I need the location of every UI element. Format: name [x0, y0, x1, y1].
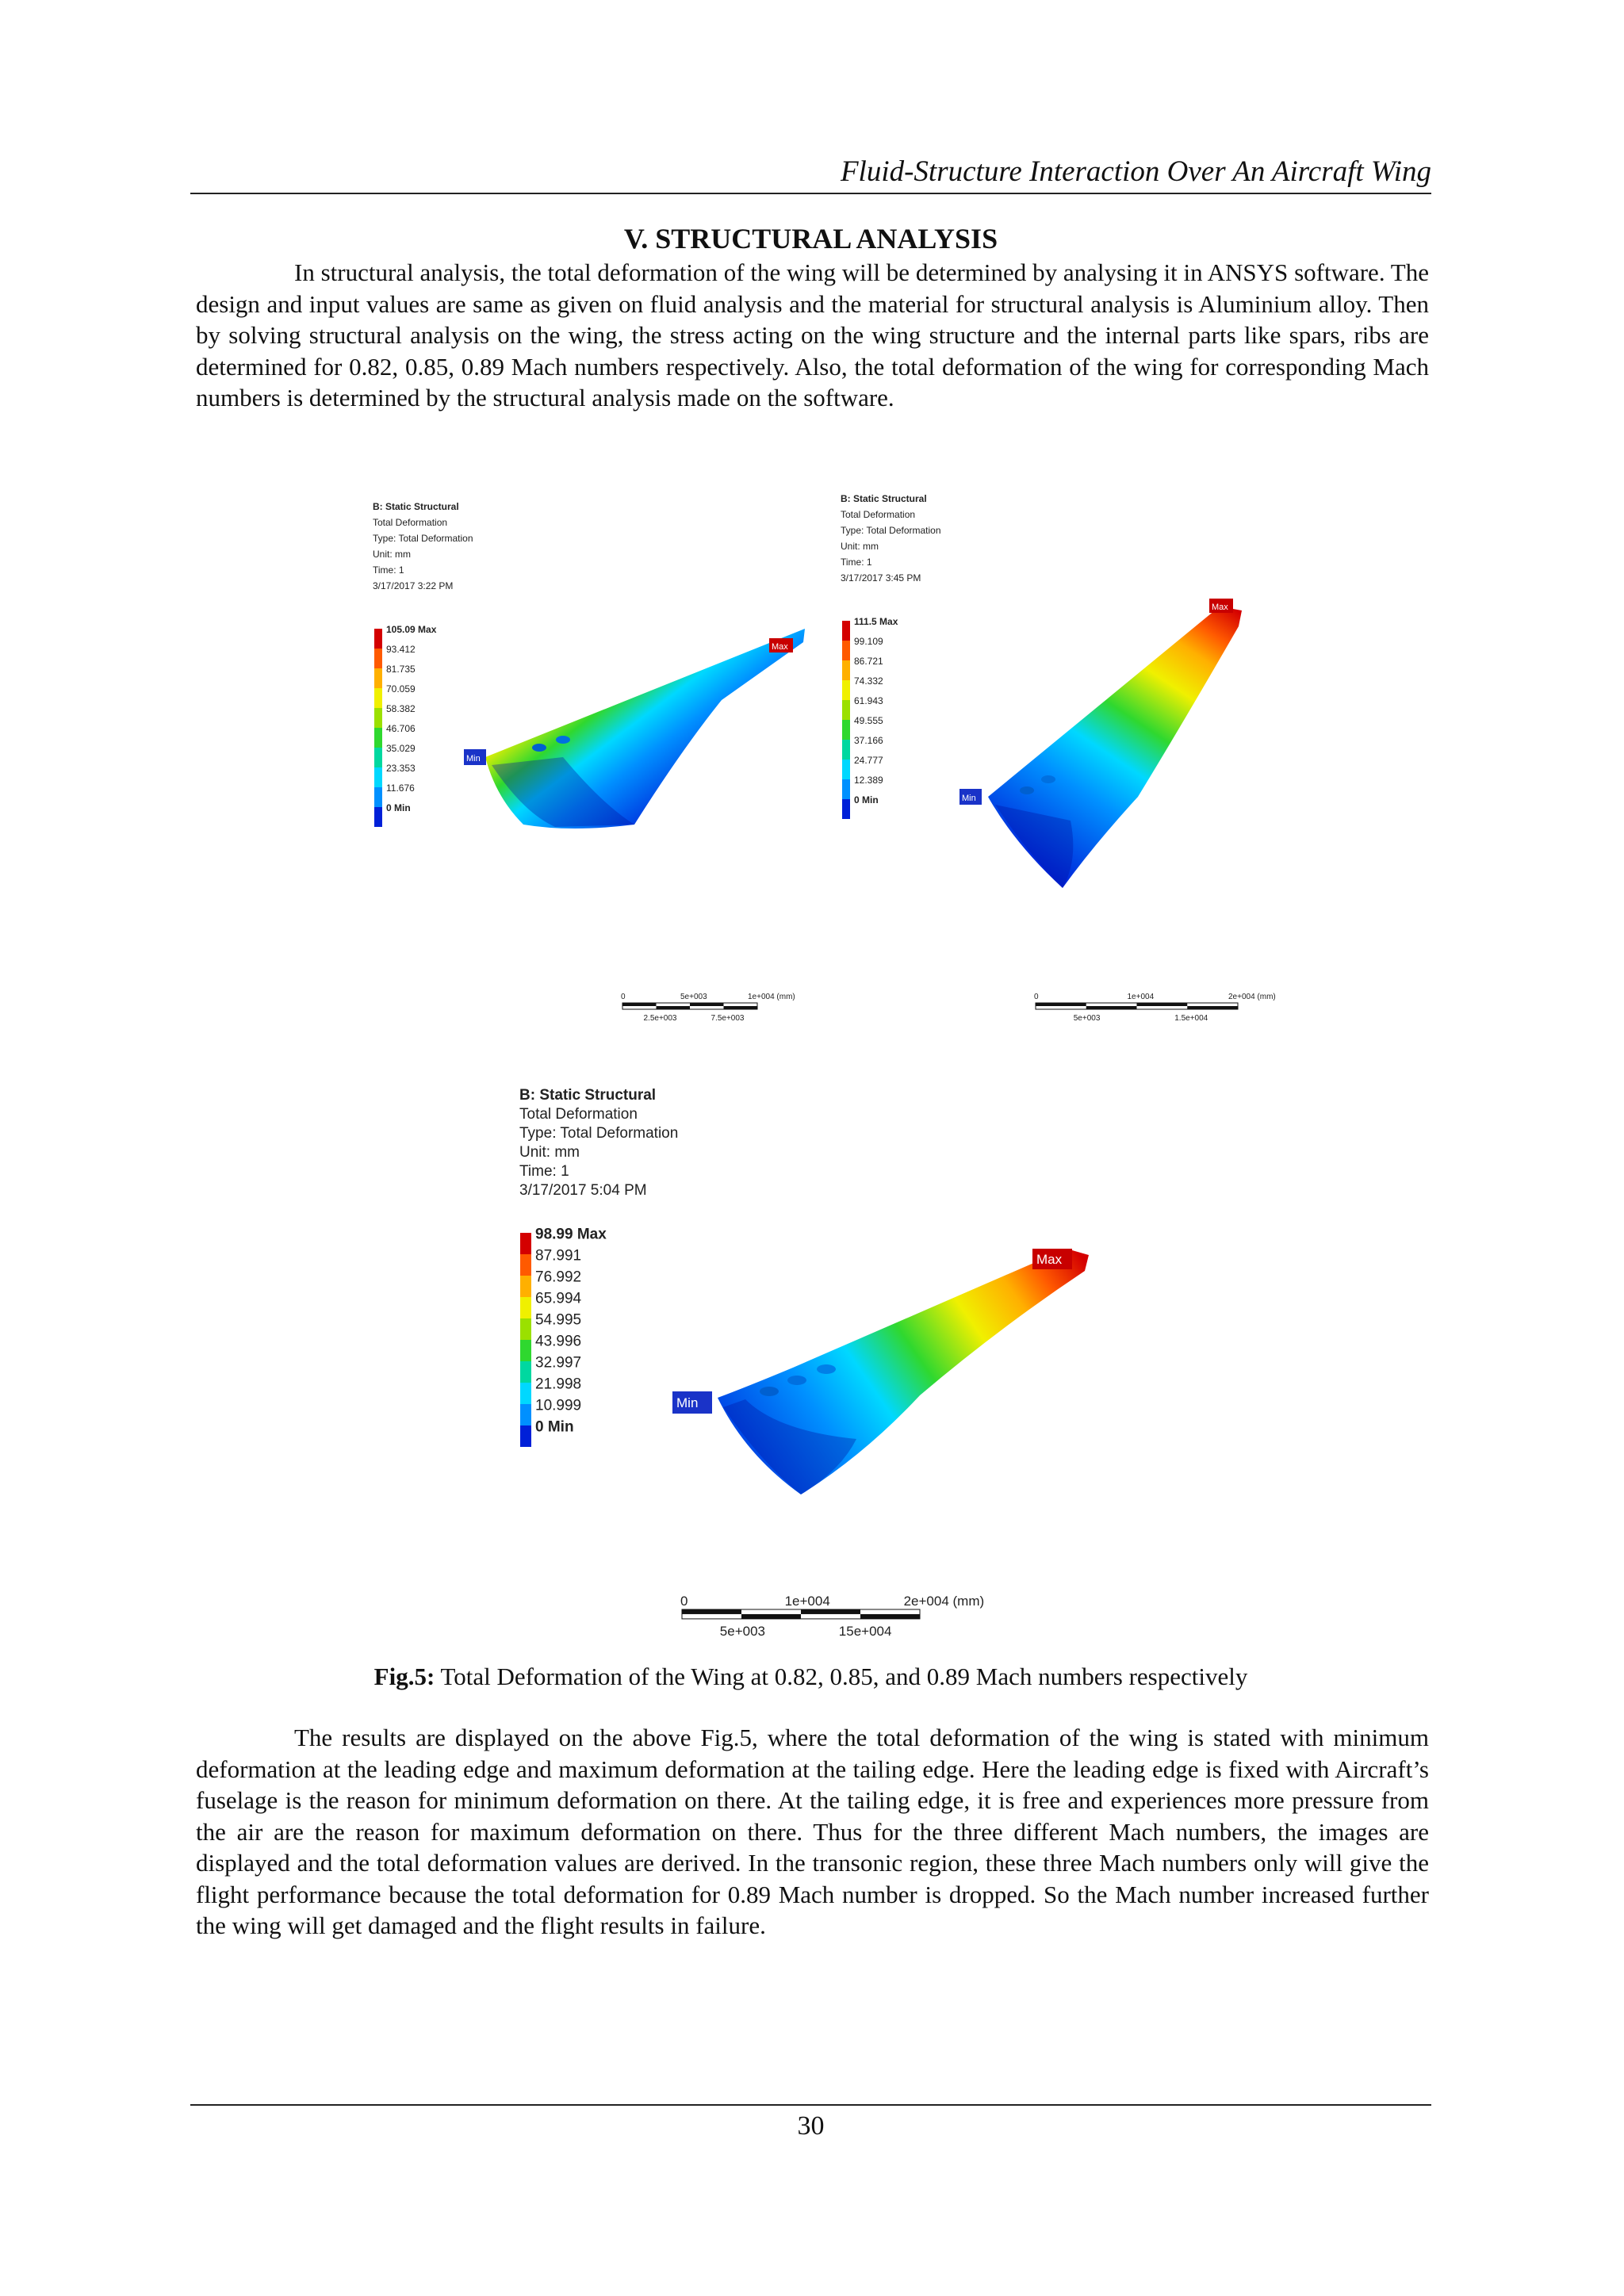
scale-label-top: 1e+004	[1127, 993, 1155, 1001]
header-block	[373, 501, 473, 591]
scale-segment	[801, 1609, 860, 1614]
legend-color-band	[842, 641, 850, 660]
scale-label-top: 0	[621, 993, 626, 1001]
deformation-figure-2-svg	[833, 488, 1324, 1050]
paragraph-intro	[196, 257, 1429, 414]
scale-segment	[724, 1006, 758, 1009]
header-line: Total Deformation	[519, 1106, 638, 1123]
legend-color-band	[374, 728, 382, 748]
rib-hole	[1041, 775, 1055, 783]
scale-segment	[860, 1614, 920, 1619]
scale-label-top: 0	[1034, 993, 1039, 1001]
rib-hole	[787, 1376, 806, 1385]
header-line: Type: Total Deformation	[373, 533, 473, 544]
header-block	[519, 1087, 678, 1199]
caption-label: Fig.5:	[373, 1663, 435, 1690]
max-tag: Max	[772, 642, 788, 652]
legend-label: 58.382	[386, 702, 416, 714]
rib-hole	[817, 1364, 836, 1374]
legend-label: 21.998	[535, 1376, 582, 1393]
header-line: Unit: mm	[373, 549, 411, 560]
scale-segment	[622, 1003, 657, 1006]
scale-segment	[1187, 1006, 1238, 1009]
header-line: B: Static Structural	[841, 493, 927, 504]
header-line: B: Static Structural	[519, 1087, 657, 1104]
legend-label: 99.109	[854, 635, 883, 647]
legend-color-band	[842, 760, 850, 779]
scale-label-top: 1e+004 (mm)	[748, 993, 795, 1001]
legend-color-band	[842, 799, 850, 819]
header-line: 3/17/2017 3:22 PM	[373, 580, 454, 591]
header-line: Total Deformation	[841, 509, 916, 520]
legend-color-band	[374, 767, 382, 787]
legend-label: 0 Min	[386, 802, 411, 813]
scale-label-top: 2e+004 (mm)	[903, 1594, 985, 1609]
legend-color-band	[374, 688, 382, 708]
scale-bar	[1034, 993, 1276, 1023]
legend	[842, 616, 898, 819]
legend-color-band	[842, 660, 850, 680]
legend-color-band	[520, 1361, 531, 1383]
legend-color-band	[520, 1318, 531, 1340]
scale-label-bottom: 5e+003	[719, 1623, 766, 1639]
scale-bar	[621, 993, 795, 1023]
caption-text: Total Deformation of the Wing at 0.82, 0.85, and 0.89 Mach numbers respectively	[435, 1663, 1248, 1690]
legend-label: 93.412	[386, 643, 416, 655]
max-tag: Max	[1036, 1252, 1063, 1267]
scale-segment	[657, 1006, 691, 1009]
header-line: Time: 1	[841, 557, 872, 568]
legend-label: 0 Min	[854, 794, 879, 806]
scale-label-top: 5e+003	[680, 993, 707, 1001]
scale-label-bottom: 1.5e+004	[1174, 1014, 1208, 1023]
legend-label: 105.09 Max	[386, 623, 437, 635]
scale-segment	[1086, 1006, 1137, 1009]
legend-label: 32.997	[535, 1354, 582, 1372]
deformation-figure-2	[833, 488, 1324, 1050]
scale-segment	[682, 1609, 741, 1614]
legend	[520, 1226, 607, 1447]
legend-label: 111.5 Max	[854, 615, 898, 627]
rib-hole	[760, 1387, 779, 1396]
scale-label-top: 2e+004 (mm)	[1228, 993, 1276, 1001]
legend-label: 10.999	[535, 1397, 582, 1414]
wing-model	[959, 599, 1242, 888]
legend-color-band	[842, 779, 850, 799]
legend-color-band	[374, 649, 382, 668]
legend-label: 46.706	[386, 722, 416, 734]
footer-rule	[190, 2104, 1431, 2106]
legend-color-band	[520, 1233, 531, 1254]
legend-color-band	[520, 1276, 531, 1297]
running-head: Fluid-Structure Interaction Over An Aircraft Wing	[840, 155, 1431, 188]
legend-color-band	[374, 748, 382, 767]
scale-segment	[741, 1614, 801, 1619]
legend-label: 61.943	[854, 695, 883, 706]
legend-color-band	[520, 1254, 531, 1276]
header-line: Unit: mm	[519, 1144, 580, 1161]
scale-label-bottom: 7.5e+003	[710, 1014, 745, 1023]
scale-label-bottom: 15e+004	[838, 1623, 892, 1639]
legend-color-band	[520, 1340, 531, 1361]
legend-color-band	[842, 680, 850, 700]
min-tag: Min	[676, 1395, 699, 1410]
max-tag: Max	[1212, 603, 1228, 612]
min-tag: Min	[466, 754, 481, 763]
header-line: Type: Total Deformation	[519, 1125, 679, 1142]
deformation-figure-1	[365, 496, 833, 1050]
legend-label: 74.332	[854, 675, 883, 687]
legend-label: 98.99 Max	[535, 1226, 607, 1243]
paragraph-results-text: The results are displayed on the above Fig.5, where the total deformation of the wing is stated with minimum deformation at the leading edge and maximum deformation at the tailing edge. Here the leading edge is fixed with Aircraft’s fuselage is the reason for minimum deformation on there. At the tailing edge, it is free and experiences more pressure from the air are the reason for maximum deformation on there. Thus for the three different Mach numbers, the images are displayed and the total deformation values are derived. In the transonic region, these three Mach numbers only will give the flight performance because the total deformation for 0.89 Mach number is dropped. So the Mach number increased further the wing will get damaged and the flight results in failure.	[196, 1724, 1429, 1939]
legend-label: 43.996	[535, 1333, 582, 1350]
header-line: Type: Total Deformation	[841, 525, 941, 536]
legend-color-band	[374, 708, 382, 728]
header-line: Time: 1	[373, 564, 404, 576]
legend-label: 81.735	[386, 663, 416, 675]
legend-color-band	[520, 1297, 531, 1318]
legend-label: 0 Min	[535, 1418, 574, 1436]
legend-label: 37.166	[854, 734, 883, 746]
legend-label: 49.555	[854, 714, 883, 726]
header-line: 3/17/2017 3:45 PM	[841, 572, 921, 584]
scale-bar	[680, 1594, 984, 1639]
paragraph-intro-text: In structural analysis, the total deformation of the wing will be determined by analysing it in ANSYS software. The design and input values are same as given on fluid analysis and the material for structural analysis is Aluminium alloy. Then by solving structural analysis on the wing, the stress acting on the wing structure and the internal parts like spars, ribs are determined for 0.82, 0.85, 0.89 Mach numbers respectively. Also, the total deformation of the wing for corresponding Mach numbers is determined by the structural analysis made on the software.	[196, 258, 1429, 411]
legend-color-band	[374, 668, 382, 688]
legend-color-band	[374, 807, 382, 827]
legend-label: 11.676	[386, 782, 415, 794]
legend-label: 87.991	[535, 1247, 582, 1265]
scale-segment	[1137, 1003, 1188, 1006]
deformation-figure-3-svg	[508, 1082, 1126, 1653]
rib-hole	[532, 744, 546, 752]
legend	[374, 624, 437, 827]
legend-label: 54.995	[535, 1311, 582, 1329]
scale-label-bottom: 5e+003	[1073, 1014, 1101, 1023]
rib-hole	[556, 736, 570, 744]
scale-segment	[690, 1003, 724, 1006]
section-title: V. STRUCTURAL ANALYSIS	[623, 223, 998, 254]
deformation-figure-1-svg	[365, 496, 833, 1050]
legend-color-band	[520, 1404, 531, 1425]
paragraph-results	[196, 1722, 1429, 1942]
legend-label: 12.389	[854, 774, 883, 786]
min-tag: Min	[962, 794, 976, 803]
legend-label: 23.353	[386, 762, 416, 774]
wing-model	[672, 1249, 1089, 1494]
header-rule	[190, 193, 1431, 194]
header-line: Total Deformation	[373, 517, 448, 528]
scale-label-bottom: 2.5e+003	[643, 1014, 677, 1023]
legend-color-band	[842, 700, 850, 720]
legend-color-band	[842, 621, 850, 641]
legend-label: 86.721	[854, 655, 883, 667]
legend-label: 76.992	[535, 1269, 582, 1286]
scale-segment	[1036, 1003, 1086, 1006]
header-line: 3/17/2017 5:04 PM	[519, 1182, 647, 1199]
legend-color-band	[374, 629, 382, 649]
legend-label: 24.777	[854, 754, 883, 766]
legend-color-band	[520, 1425, 531, 1447]
header-block	[841, 493, 941, 584]
legend-label: 70.059	[386, 683, 416, 695]
deformation-figure-3	[508, 1082, 1126, 1653]
header-line: Time: 1	[519, 1163, 569, 1180]
header-line: Unit: mm	[841, 541, 879, 552]
header-line: B: Static Structural	[373, 501, 459, 512]
scale-label-top: 0	[680, 1594, 688, 1609]
legend-color-band	[842, 720, 850, 740]
figure-caption	[190, 1660, 1431, 1693]
legend-label: 65.994	[535, 1290, 582, 1307]
page-number: 30	[797, 2111, 825, 2141]
scale-label-top: 1e+004	[784, 1594, 830, 1609]
legend-color-band	[374, 787, 382, 807]
legend-label: 35.029	[386, 742, 416, 754]
wing-model	[464, 629, 805, 828]
rib-hole	[1020, 786, 1034, 794]
legend-color-band	[842, 740, 850, 760]
legend-color-band	[520, 1383, 531, 1404]
